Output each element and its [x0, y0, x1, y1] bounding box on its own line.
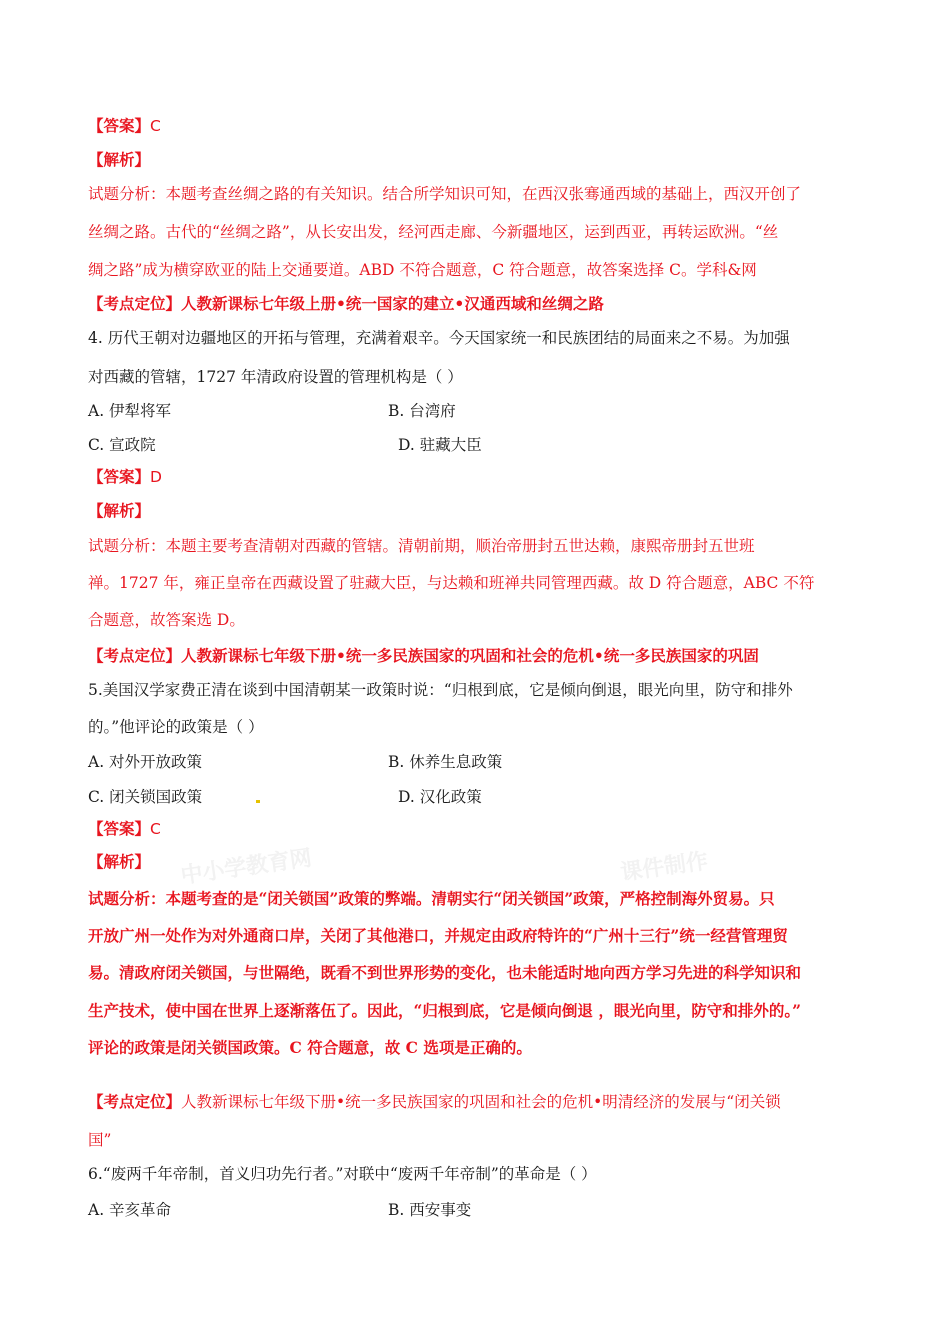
q5-stem-line: 5.美国汉学家费正清在谈到中国清朝某一政策时说：“归根到底，它是倾向倒退，眼光向里，防守和排外	[88, 681, 793, 699]
q5-answer-line	[88, 818, 161, 840]
point-text: 人教新课标七年级上册•统一国家的建立•汉通西域和丝绸之路	[181, 294, 604, 313]
point-tag: 【考点定位】	[88, 646, 182, 665]
point-text: 人教新课标七年级下册•统一多民族国家的巩固和社会的危机•统一多民族国家的巩固	[181, 646, 759, 665]
q5-point-line: 国”	[88, 1131, 112, 1149]
q3-analysis-line: 绸之路”成为横穿欧亚的陆上交通要道。ABD 不符合题意，C 符合题意，故答案选择 C。学科&网	[88, 261, 757, 279]
q3-answer-line	[88, 115, 161, 137]
q5-analysis-line: 开放广州一处作为对外通商口岸，关闭了其他港口，并规定由政府特许的“广州十三行”统一经营管理贸	[88, 926, 788, 945]
point-tag: 【考点定位】	[88, 1092, 182, 1111]
point-text: 人教新课标七年级下册•统一多民族国家的巩固和社会的危机•明清经济的发展与“闭关锁	[181, 1093, 781, 1111]
q3-analysis-line: 丝绸之路。古代的“丝绸之路”，从长安出发，经河西走廊、今新疆地区，运到西亚，再转运欧洲。“丝	[88, 223, 779, 241]
q5-option-c: C. 闭关锁国政策	[88, 788, 203, 806]
q3-analysis-line: 试题分析：本题考查丝绸之路的有关知识。结合所学知识可知，在西汉张骞通西域的基础上，西汉开创了	[88, 185, 802, 203]
answer-tag: 【答案】	[88, 467, 151, 486]
point-tag: 【考点定位】	[88, 294, 182, 313]
answer-tag: 【答案】	[88, 116, 151, 135]
q6-option-b: B. 西安事变	[388, 1201, 472, 1219]
q4-answer-line	[88, 466, 162, 488]
q4-option-d: D. 驻藏大臣	[398, 436, 482, 454]
q5-point-line	[88, 1091, 781, 1113]
answer-value: C	[150, 117, 161, 135]
q4-analysis-line: 合题意，故答案选 D。	[88, 611, 245, 629]
answer-value: C	[150, 820, 161, 838]
q3-point-line	[88, 293, 604, 315]
stray-mark	[256, 800, 260, 803]
q5-analysis-line: 易。清政府闭关锁国，与世隔绝，既看不到世界形势的变化，也未能适时地向西方学习先进的科学知识和	[88, 963, 802, 982]
q4-analysis-line: 试题分析：本题主要考查清朝对西藏的管辖。清朝前期，顺治帝册封五世达赖，康熙帝册封五世班	[88, 537, 755, 555]
q4-stem-line: 4. 历代王朝对边疆地区的开拓与管理，充满着艰辛。今天国家统一和民族团结的局面来之不易。为加强	[88, 329, 790, 347]
q5-analysis-line: 评论的政策是闭关锁国政策。C 符合题意，故 C 选项是正确的。	[88, 1038, 532, 1057]
q4-option-b: B. 台湾府	[388, 402, 456, 420]
q4-stem-line: 对西藏的管辖，1727 年清政府设置的管理机构是（ ）	[88, 368, 463, 386]
q5-option-b: B. 休养生息政策	[388, 753, 503, 771]
answer-tag: 【答案】	[88, 819, 151, 838]
q5-analysis-line: 试题分析：本题考查的是“闭关锁国”政策的弊端。清朝实行“闭关锁国”政策，严格控制海外贸易。只	[88, 889, 775, 908]
q4-analysis-line: 禅。1727 年，雍正皇帝在西藏设置了驻藏大臣，与达赖和班禅共同管理西藏。故 D 符合题意，ABC 不符	[88, 574, 815, 592]
watermark: 中小学教育网	[179, 845, 314, 890]
q4-point-line	[88, 645, 759, 667]
q5-analysis-line: 生产技术，使中国在世界上逐渐落伍了。因此，“归根到底，它是倾向倒退 ，眼光向里，防守和排外的。”	[88, 1001, 801, 1020]
q5-option-d: D. 汉化政策	[398, 788, 482, 806]
q5-stem-line: 的。”他评论的政策是（ ）	[88, 718, 264, 736]
watermark: 课件制作	[618, 848, 710, 886]
q5-option-a: A. 对外开放政策	[88, 753, 203, 771]
answer-value: D	[150, 468, 162, 486]
q3-analysis-tag: 【解析】	[88, 150, 151, 169]
q4-option-a: A. 伊犁将军	[88, 402, 172, 420]
q6-stem-line: 6.“废两千年帝制，首义归功先行者。”对联中“废两千年帝制”的革命是（ ）	[88, 1165, 597, 1183]
q4-option-c: C. 宣政院	[88, 436, 156, 454]
q5-analysis-tag: 【解析】	[88, 852, 151, 871]
q4-analysis-tag: 【解析】	[88, 501, 151, 520]
q6-option-a: A. 辛亥革命	[88, 1201, 172, 1219]
